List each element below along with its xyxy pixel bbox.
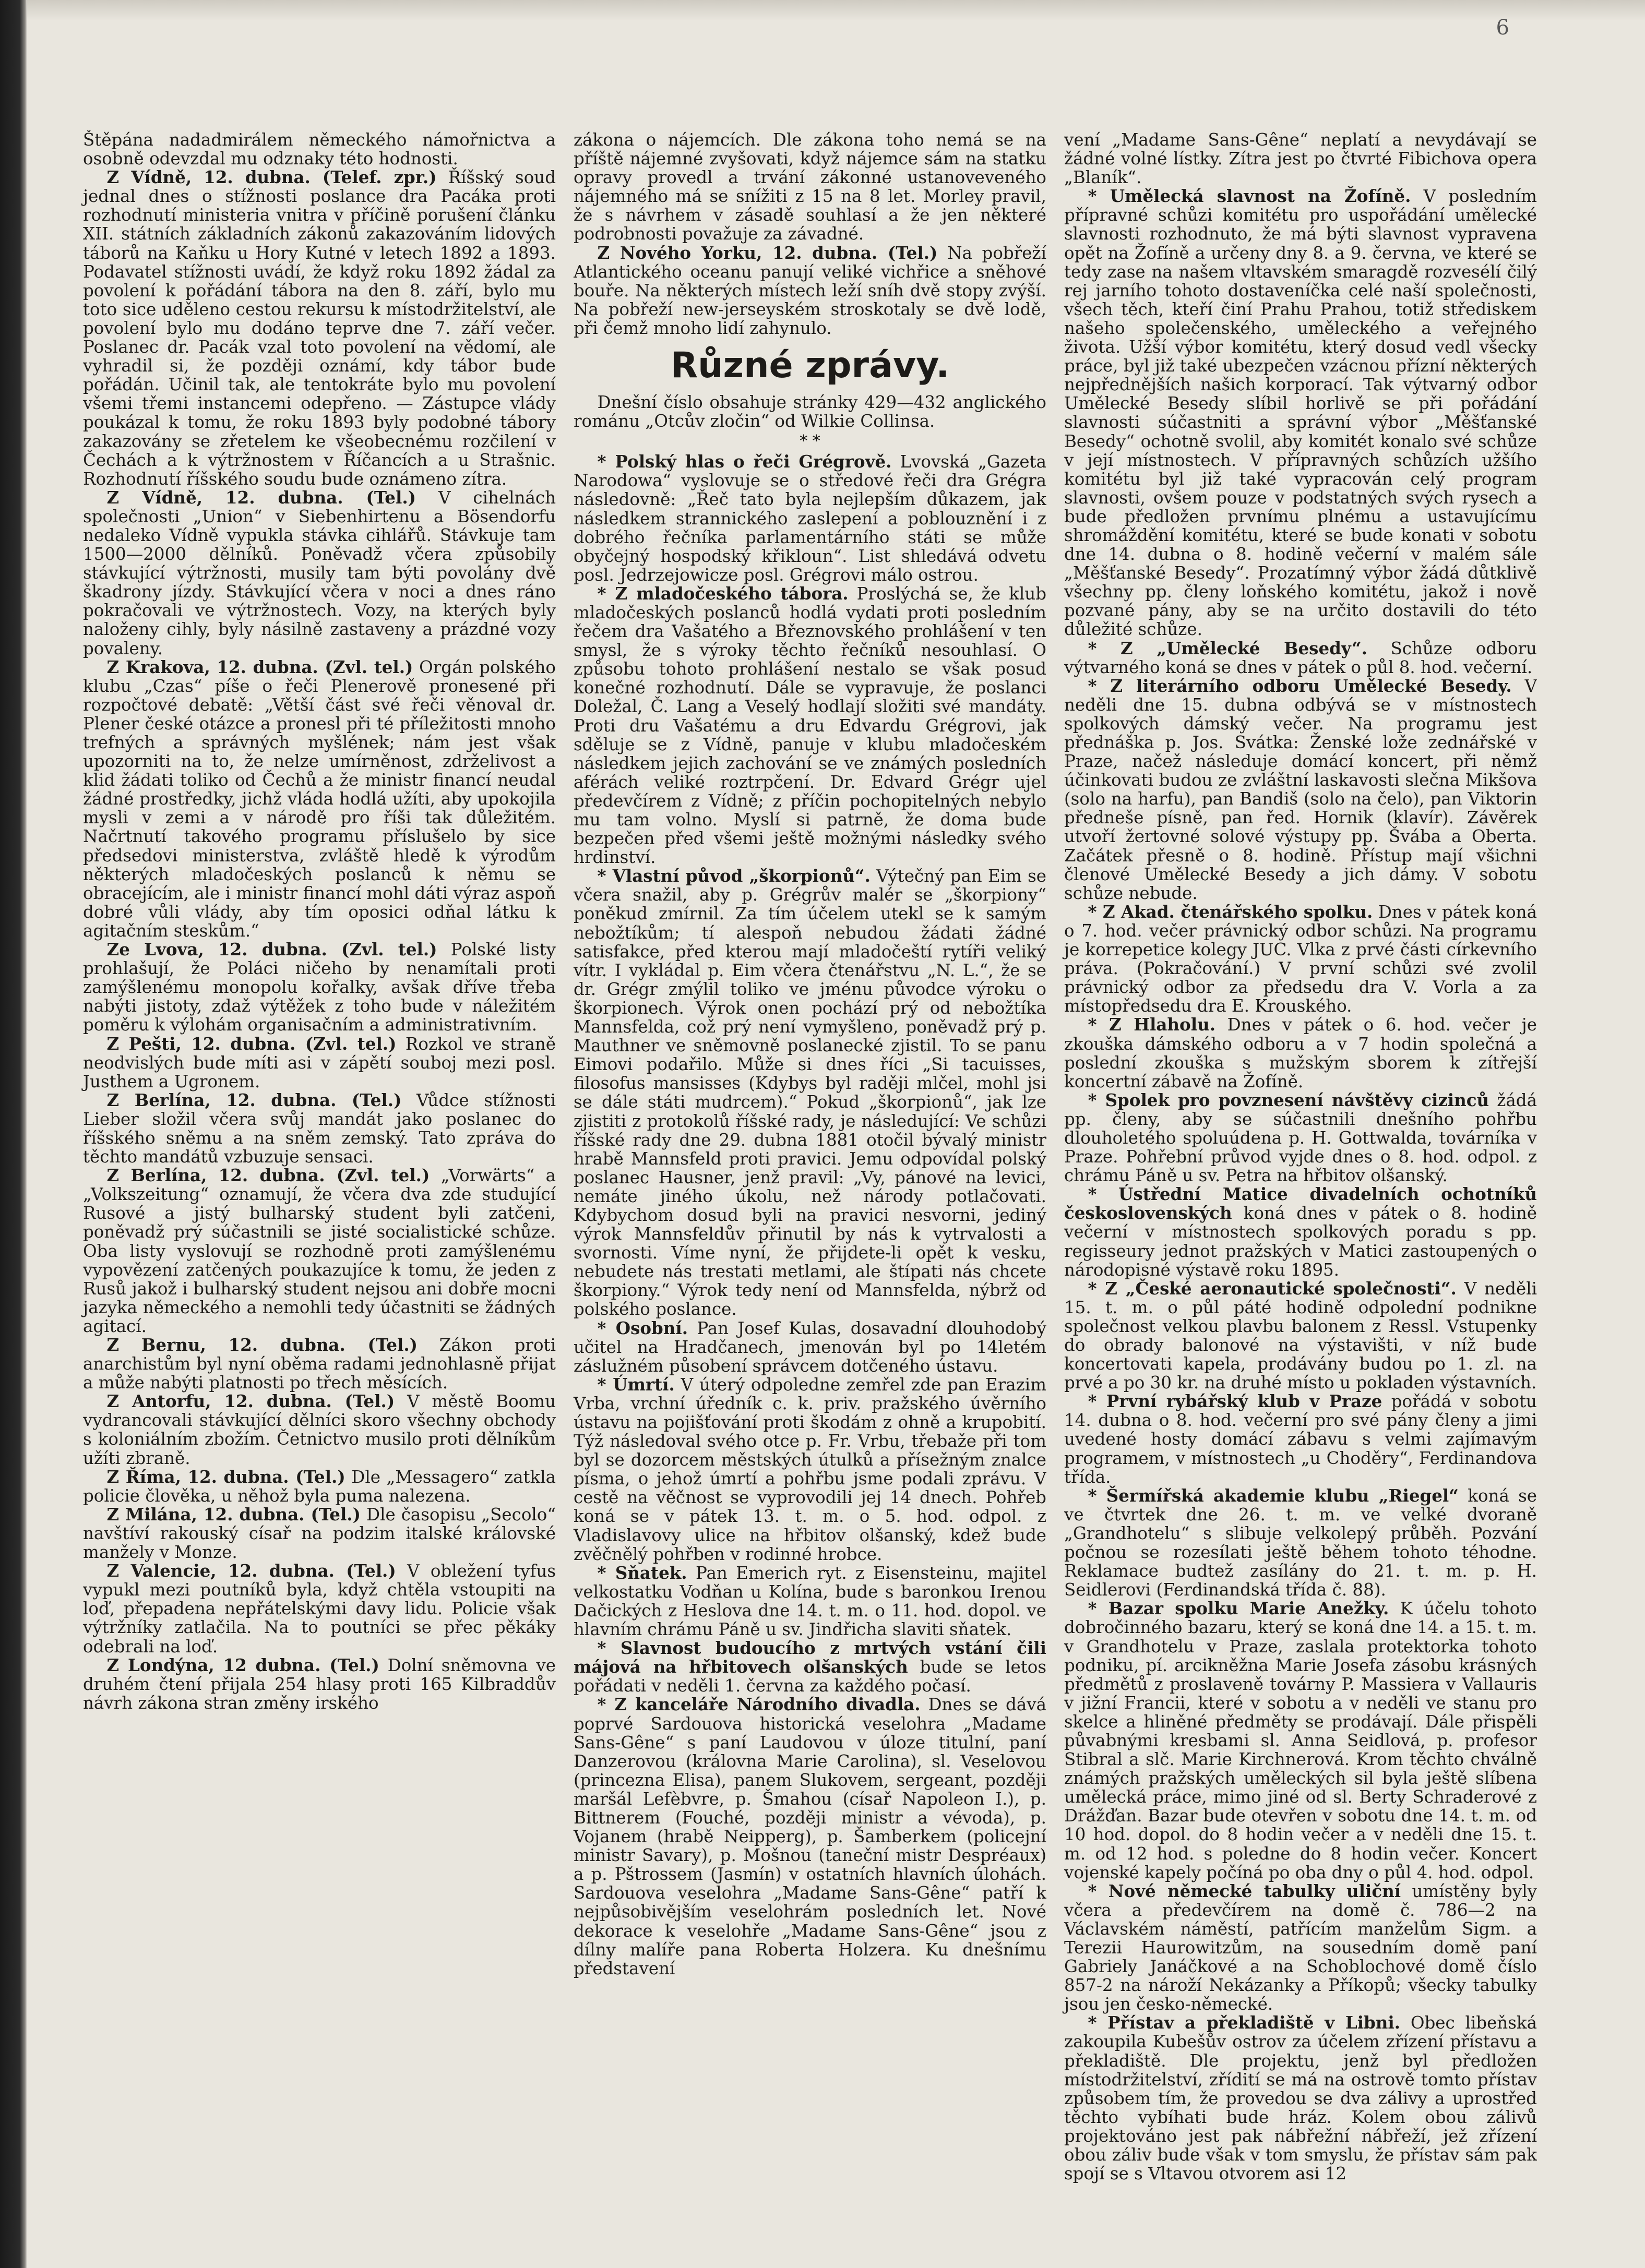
page-top-shade [27,0,1645,21]
news-item [1064,1392,1537,1486]
news-body: Pan Emerich ryt. z Eisensteinu, majitel velkostatku Vodňan u Kolína, bude s baronkou Irenou Dačických z Heslova dne 14. t. m. o 11. hod. dopol. ve hlavním chrámu Páně u sv. Jindřicha slaviti sňatek. [574,1563,1046,1640]
news-dateline: * Šermířská akademie klubu „Riegel“ [1088,1485,1459,1506]
news-body: Dnes v pátek koná o 7. hod. večer právnický odbor schůzi. Na programu je korrepetice kolegy JUC. Vlka z prvé části církevního práva. (Pokračování.) V první schůzi své zvolil právnický odbor za předsedu dra V. Vorla a za místopředsedu dra E. Krouského. [1064,902,1537,1016]
news-dateline: * Z Hlaholu. [1088,1014,1216,1035]
news-body: V neděli dne 15. dubna odbývá se v místnostech spolkových dámský večer. Na programu jest přednáška p. Jos. Svátka: Ženské lože zednářské v Praze, načež následuje domácí koncert, při němž účinkovati budou ze zvláštní laskavosti slečna Mikšova (solo na harfu), pan Bandiš (solo na čelo), pan Viktorin předneše písně, pan řed. Hornik (klavír). Závěrek utvoří žertovné solové výstupy pp. Švába a Oberta. Začátek přesně o 8. hodině. Přístup mají všichni členové Umělecké Besedy a jich dámy. V sobotu schůze nebude. [1064,676,1537,903]
news-body: Dnes se dává poprvé Sardouova historická veselohra „Madame Sans-Gêne“ s paní Laudovou v úloze titulní, paní Danzerovou (královna Marie Carolina), sl. Veselovou (princezna Elisa), panem Slukovem, sergeant, později maršál Lefèbvre, p. Šmahou (císař Napoleon I.), p. Bittnerem (Fouché, později ministr a vévoda), p. Vojanem (hrabě Neipperg), p. Šamberkem (policejní ministr Savary), p. Mošnou (taneční mistr Despréaux) a p. Pštrossem (Jasmín) v ostatních hlavních úlohách. Sardouova veselohra „Madame Sans-Gêne“ patří k nejpůsobivějším veselohrám posledních let. Nové dekorace k veselohře „Madame Sans-Gêne“ jsou z dílny malíře pana Roberta Holzera. Ku dnešnímu představení [574,1695,1046,1978]
news-body: Pan Josef Kulas, dosavadní dlouhodobý učitel na Hradčanech, jmenován byl po 14letém záslužném působení správcem dotčeného ústavu. [574,1318,1046,1376]
news-dateline: Z Berlína, 12. dubna. (Zvl. tel.) [106,1165,430,1186]
separator-stars: * * [800,432,820,451]
news-body: V obležení tyfus vypukl mezi poutníků byla, když chtěla vstoupiti na loď, přepadena nepřátelskými davy lidu. Policie však výtržníky zatlačila. Na to poutníci se přec pěkáky odebrali na loď. [83,1561,556,1657]
column-1 [81,130,556,2223]
news-body: Dolní sněmovna ve druhém čtení přijala 254 hlasy proti 165 Kilbraddův návrh zákona stran změny irského [83,1655,556,1713]
news-item [574,1564,1046,1639]
news-dateline: Z Milána, 12. dubna. (Tel.) [106,1504,361,1525]
news-item [83,1656,556,1712]
news-body: vení „Madame Sans-Gêne“ neplatí a nevydávají se žádné volné lístky. Zítra jest po čtvrté Fibichova opera „Blaník“. [1064,130,1537,188]
news-body: Polské listy prohlašují, že Poláci ničeho by nenamítali proti zamýšlenému monopolu kořalky, avšak dříve třeba nabýti jistoty, zdaž výtěžek z toho bude v náležitém poměru k výlohám organisačním a administrativním. [83,940,556,1035]
news-body: Rozkol ve straně neodvislých bude míti asi v zápětí souboj mezi posl. Justhem a Ugronem. [83,1034,556,1091]
news-item [1064,187,1537,639]
news-item [1064,1279,1537,1393]
news-item [1064,1882,1537,2014]
news-dateline: * Z literárního odboru Umělecké Besedy. [1088,675,1512,696]
news-item [574,130,1046,244]
news-item [574,584,1046,867]
news-item [83,488,556,658]
news-item [1064,639,1537,677]
news-item [83,1562,556,1655]
news-dateline: * Přístav a překladiště v Libni. [1088,2012,1401,2033]
column-content [571,130,1046,1978]
news-item [83,1091,556,1166]
news-dateline: * Slavnost budoucího z mrtvých vstání čili májová na hřbitovech olšanských [574,1638,1046,1677]
news-dateline: * Vlastní původ „škorpionů“. [597,866,871,886]
news-item [574,1319,1046,1375]
news-body: V úterý odpoledne zemřel zde pan Erazim Vrba, vrchní úředník c. k. priv. pražského úvěrního ústavu na pojišťování proti škodám z ohně a krupobití. Týž následoval svého otce p. Fr. Vrbu, třebaže při tom byl se dozorcem městských útulků a přísežným znalce písma, o jehož úmrtí a pohřbu jsme podali zprávu. V cestě na věčnost se vyprovodili jej 14 dnech. Pohřeb koná se v pátek 13. t. m. o 5. hod. odpol. z Vladislavovy ulice na hřbitov olšanský, kdež bude zvěčnělý pohřben v rodinné hrobce. [574,1374,1046,1564]
news-body: K účelu tohoto dobročinného bazaru, který se koná dne 14. a 15. t. m. v Grandhotelu v Praze, zaslala protektorka tohoto podniku, pí. arcikněžna Marie Josefa zásobu krásných předmětů z proslaveně továrny P. Massiera v Vallauris v jižní Francii, které v sobotu a v neděli ve stanu pro skelce a hliněné předměty se prodávají. Dále přispěli půvabnými kresbami sl. Anna Seidlová, p. profesor Stibral a slč. Marie Kirchnerová. Krom těchto chválně známých pražských uměleckých sil byla ještě slíbena umělecká práce, mimo jiné od sl. Berty Schraderové z Drážďan. Bazar bude otevřen v sobotu dne 14. t. m. od 10 hod. dopol. do 8 hodin večer a v neděli dne 15. t. m. od 12 hod. s poledne do 8 hodin večer. Koncert vojenské kapely počíná po oba dny o půl 4. hod. odpol. [1064,1599,1537,1882]
news-dateline: * Ústřední Matice divadelních ochotníků československých [1064,1184,1537,1223]
news-item [83,1392,556,1467]
news-item [83,1336,556,1392]
column-3 [1062,130,1537,2223]
news-dateline: Z Krakova, 12. dubna. (Zvl. tel.) [106,656,413,677]
news-item [574,1695,1046,1977]
news-body: Dle „Messagero“ zatkla policie člověka, u něhož byla puma nalezena. [83,1467,556,1506]
news-item [83,1505,556,1562]
news-body: Zákon proti anarchistům byl nyní oběma radami jednohlasně přijat a může nabýti platnosti po třech měsících. [83,1335,556,1393]
news-dateline: Z Londýna, 12 dubna. (Tel.) [106,1654,379,1675]
news-item [83,1035,556,1091]
news-body: zákona o nájemcích. Dle zákona toho nemá se na příště nájemné zvyšovati, když nájemce sám na statku opravy provedl a trvání zákonné ustanoveveného nájemného má se snížiti z 15 na 8 let. Morley pravil, že s návrhem v zásadě souhlasí a že jen některé podrobnosti považuje za závadné. [574,130,1046,244]
news-item [1064,1091,1537,1185]
news-body: koná dnes v pátek o 8. hodině večerní v místnostech spolkových poradu s pp. regisseury jednot pražských v Matici zastoupených o národopisné výstavě roku 1895. [1064,1203,1537,1280]
news-item [1064,130,1537,187]
news-body: V posledním přípravné schůzi komitétu pro uspořádání umělecké slavnosti rozhodnuto, že má býti slavnost vypravena opět na Žofíně a určeny dny 8. a 9. června, ve které se tedy zase na našem vltavském smaragdě rozvesélí čilý rej jarního tohoto dostaveníčka celé naší společnosti, všech těch, kteří činí Prahu Prahou, totiž střediskem našeho společenského, uměleckého a veřejného života. Užší výbor komitétu, který dosud vedl všecky práce, byl již také ubezpečen vzácnou přízní některých nejpřednějších našich korporací. Tak výtvarný odbor Umělecké Besedy slíbil horlivě se při pořádání slavnosti súčastniti a správní výbor „Měšťanské Besedy“ ochotně svolil, aby komitét konalo své schůze v její místnostech. V přípravných schůzích užšího komitétu byl již také vypracován celý program slavnosti, ovšem pouze v podstatných svých rysech a bude předložen prvnímu plnému a ustavujícímu shromáždění komitétu, které se bude konati v sobotu dne 14. dubna o 8. hodině večerní v malém sále „Měšťanské Besedy“. Prozatímný výbor žádá důtklivě všechny pp. členy loňského komitétu, jakož i nově pozvané pány, aby se na určito dostavili do této důležité schůze. [1064,186,1537,640]
news-body: V neděli 15. t. m. o půl páté hodině odpolední podnikne společnost velkou plavbu balonem z Ressl. Vstupenky do obrady balonové na výstavišti, v níž bude koncertovati kapela, prodávány budou po 1. zl. na prvé a po 30 kr. na druhé místo u pokladen výstavních. [1064,1278,1537,1393]
news-body: Štěpána nadadmirálem německého námořnictva a osobně odevzdal mu odznaky této hodnosti. [83,130,556,169]
news-item [574,867,1046,1318]
news-item [574,452,1046,584]
news-item [83,940,556,1034]
news-item [1064,1015,1537,1090]
news-dateline: Z Říma, 12. dubna. (Tel.) [106,1466,345,1487]
news-body: žádá pp. členy, aby se súčastnili dnešního pohřbu dlouholetého spoluúdena p. H. Gottwalda, továrníka v Praze. Pohřební průvod vyjde dnes o 8. hod. odpol. z chrámu Páně u sv. Petra na hřbitov olšanský. [1064,1090,1537,1186]
news-item [574,393,1046,430]
news-body: Obec libeňská zakoupila Kubešův ostrov za účelem zřízení přístavu a překladiště. Dle projektu, jenž byl předložen místodržitelství, zřídití se má na ostrově tomto přístav způsobem tím, že provedou se dva zálivy a uprostřed těchto vybíhati bude hráz. Kolem obou zálivů projektováno jest pak nábřežní nábřeží, jež zřízení obou záliv bude však v tom smyslu, že přístav sám pak spojí se s Vltavou otvorem asi 12 [1064,2013,1537,2184]
newspaper-columns [81,130,1537,2223]
news-dateline: Z Valencie, 12. dubna. (Tel.) [106,1561,396,1581]
news-body: Říšský soud jednal dnes o stížnosti poslance dra Pacáka proti rozhodnutí ministeria vnitra v příčině porušení článku XII. státních základních zákonů zakazováním lidových táborů na Kaňku u Hory Kutné v letech 1892 a 1893. Podavatel stížnosti uvádí, že když roku 1892 žádal za povolení k pořádání tábora na den 8. září, bylo mu toto sice uděleno cestou rekursu k místodržitelství, ale povolení bylo mu dodáno teprve dne 7. září večer. Poslanec dr. Pacák vzal toto povolení na vědomí, ale vyhradil si, že později oznámí, kdy tábor bude pořádán. Učinil tak, ale tentokráte bylo mu povolení všemi třemi instancemi odepřeno. — Zástupce vlády poukázal k tomu, že roku 1893 byly podobné tábory zakazovány se zřetelem ke všeobecnému rozčilení v Čechách a k výtržnostem v Říčancích a u Strašnic. Rozhodnutí říšského soudu bude oznámeno zítra. [83,167,556,489]
news-dateline: * Z „České aeronautické společnosti“. [1088,1278,1457,1299]
news-dateline: Z Berlína, 12. dubna. (Tel.) [106,1089,402,1110]
news-dateline: * Polský hlas o řeči Grégrově. [597,451,892,472]
news-dateline: * Umělecká slavnost na Žofíně. [1088,186,1411,207]
news-dateline: Z Antorfu, 12. dubna. (Tel.) [106,1391,395,1412]
news-body: Na pobřeží Atlantického oceanu panují veliké vichřice a sněhové bouře. Na některých místech leží sníh dvě stopy zvýší. Na pobřeží new-jerseyském stroskotaly se dvě lodě, při čemž mnoho lidí zahynulo. [574,243,1046,338]
column-2 [571,130,1046,2223]
news-dateline: Z Vídně, 12. dubna. (Telef. zpr.) [106,167,437,188]
news-dateline: * Z mladočeského tábora. [597,583,849,604]
news-body: V cihelnách společnosti „Union“ v Siebenhirtenu a Bösendorfu nedaleko Vídně vypukla stávka cihlářů. Stávkuje tam 1500—2000 dělníků. Poněvadž včera způsobily stávkující výtržnosti, musily tam býti povolány dvě škadrony jízdy. Stávkující včera v noci a dnes ráno pokračovali ve výtržnostech. Vozy, na kterých byly naloženy cihly, byly násilně zastaveny a prázdné vozy povaleny. [83,487,556,658]
news-body: Výtečný pan Eim se včera snažil, aby p. Grégrův malér se „škorpiony“ poněkud zmírnil. Za tím účelem utekl se k samým nebožtíkům; tí alespoň nebudou žádati žádné satisfakce, před kterou mají mladočeští rytíři veliký vítr. I vykládal p. Eim včera čtenářstvu „N. L.“, že se dr. Grégr zmýlil toliko ve jménu původce výroku o škorpionech. Výrok onen pochází prý od nebožtíka Mannsfelda, což prý není vymyšleno, poněvadž prý p. Mauthner ve sněmovně poslanecké zjistil. To se panu Eimovi podařilo. Může si dnes říci „Si tacuisses, filosofus mansisses (Kdybys byl raději mlčel, mohl jsi se dále státi mudrcem).“ Pokud „škorpionů“, jak lze zjistiti z protokolů říšské rady, je následující: Ve schůzi říšské rady dne 29. dubna 1881 otočil bývalý ministr hrabě Mannsfeld proti pravici. Jemu odpovídal polský poslanec Hausner, jenž pravil: „Vy, pánové na levici, nemáte jiného úkolu, než národy potlačovati. Kdybychom dosud byli na pravici nesvorni, jediný výrok Mannsfeldův přinutil by nás k vytrvalosti a svornosti. Víme nyní, že přijdete-li opět k vesku, nebudete nás trestati metlami, ale štípati nás chcete škorpiony.“ Výrok tedy není od Mannsfelda, nýbrž od polského poslance. [574,866,1046,1319]
news-body: koná se ve čtvrtek dne 26. t. m. ve velké dvoraně „Grandhotelu“ s slibuje velkolepý průběh. Pozvání počnou se rozesílati ještě během tohoto téhodne. Reklamace budtež zasílány do 21. t. m. p. H. Seidlerovi (Ferdinandská třída č. 88). [1064,1485,1537,1600]
section-title: Různé zprávy. [670,345,950,387]
news-body: Vůdce stížnosti Lieber složil včera svůj mandát jako poslanec do říšského sněmu a na sněm zemský. Tato zpráva do těchto mandátů vzbuzuje sensaci. [83,1090,556,1167]
news-dateline: * Spolek pro povznesení návštěvy cizinců [1088,1089,1489,1110]
news-dateline: Z Vídně, 12. dubna. (Tel.) [106,487,416,508]
news-dateline: * Nové německé tabulky uliční [1088,1880,1401,1901]
news-dateline: Z Bernu, 12. dubna. (Tel.) [106,1335,418,1355]
column-content [81,130,556,1712]
news-dateline: Z Nového Yorku, 12. dubna. (Tel.) [597,242,938,263]
news-item [1064,1486,1537,1600]
news-body: Dnes v pátek o 6. hod. večer je zkouška dámského odboru a v 7 hodin společná a poslední zkouška s mužským sborem k zítřejší koncertní zábavě na Žofíně. [1064,1015,1537,1091]
news-dateline: * Z Akad. čtenářského spolku. [1088,901,1373,922]
page-number: 6 [1496,16,1509,40]
news-item [574,1375,1046,1564]
news-body: „Vorwärts“ a „Volkszeitung“ oznamují, že včera dva zde studující Rusové a jistý bulharský student byli zatčeni, poněvadž prý súčastnili se jisté socialistické schůze. Oba listy vyslovují se rozhodně proti zamýšlenému vypovězení zatčených poukazujíce k tomu, že jeden z Rusů jakož i bulharský student nejsou ani dobře mocni jazyka německého a nemohli tedy účastniti se žádných agitací. [83,1166,556,1336]
column-content [1062,130,1537,2183]
news-dateline: Z Pešti, 12. dubna. (Zvl. tel.) [106,1033,397,1054]
news-dateline: * Bazar spolku Marie Anežky. [1088,1598,1389,1619]
news-item [1064,677,1537,903]
news-item [574,1639,1046,1695]
news-dateline: * Osobní. [597,1317,688,1338]
news-body: bude se letos pořádati v neděli 1. června za každého počasí. [574,1657,1046,1696]
news-item [83,1166,556,1336]
news-item [83,168,556,488]
news-dateline: * Sňatek. [597,1562,687,1583]
news-dateline: * Z kanceláře Národního divadla. [597,1694,921,1715]
news-item [1064,903,1537,1016]
news-body: V městě Boomu vydrancovali stávkující dělníci skoro všechny obchody s koloniálním zbožím. Četnictvo musilo proti dělníkům užíti zbraně. [83,1391,556,1468]
news-item [83,1468,556,1505]
news-item [83,658,556,940]
news-body: Lvovská „Gazeta Narodowa“ vyslovuje se o středové řeči dra Grégra následovně: „Řeč tato byla nejlepším důkazem, jak následkem strannického zaslepení a poblouznění i z dobrého řečníka parlamentárního státi se může obyčejný hospodský křikloun“. List shledává odvetu posl. Jedrzejowicze posl. Grégrovi málo ostrou. [574,452,1046,585]
news-item [1064,2013,1537,2183]
news-item [1064,1599,1537,1881]
news-body: Dle časopisu „Secolo“ navštíví rakouský císař na podzim italské královské manžely v Monze. [83,1504,556,1563]
news-body: umístěny byly včera a předevčírem na domě č. 786—2 na Václavském náměstí, patřícím manželům Sigm. a Terezii Haurowitzům, na sousedním domě paní Gabriely Janáčkové a na Schoblochové domě číslo 857-2 na nároží Nekázanky a Příkopů; všecky tabulky jsou jen česko-německé. [1064,1881,1537,2014]
news-body: pořádá v sobotu 14. dubna o 8. hod. večerní pro své pány členy a jimi uvedené hosty domácí zábavu s velmi zajímavým programem, v místnostech „u Choděry“, Ferdinandova třída. [1064,1391,1537,1487]
news-dateline: * První rybářský klub v Praze [1088,1391,1382,1412]
news-item [1064,1185,1537,1279]
news-dateline: Ze Lvova, 12. dubna. (Zvl. tel.) [106,939,437,960]
news-body: Proslýchá se, že klub mladočeských poslanců hodlá vydati proti posledním řečem dra Vašatého a Březnovského prohlášení v ten smysl, že s výroky těchto řečníků nesouhlasí. O způsobu tohoto prohlášení nestalo se však posud konečné rozhodnutí. Dále se vypravuje, že poslanci Doležal, Č. Lang a Veselý hodlají složiti své mandáty. Proti dru Vašatému a dru Edvardu Grégrovi, jak sděluje se z Vídně, panuje v klubu mladočeském následkem jejich zachování se ve známých posledních aférách veliké roztrpčení. Dr. Edvard Grégr ujel předevčírem z Vídně; z příčin pochopitelných nebylo mu tam volno. Myslí si patrně, že doma bude bezpečen před všemi ještě možnými následky svého hrdinství. [574,583,1046,868]
news-item [83,130,556,168]
news-body: Schůze odboru výtvarného koná se dnes v pátek o půl 8. hod. večerní. [1064,638,1537,677]
news-dateline: * Z „Umělecké Besedy“. [1088,638,1367,658]
binding-edge [0,0,27,2268]
news-item [574,244,1046,338]
news-body: Dnešní číslo obsahuje stránky 429—432 anglického románu „Otcův zločin“ od Wilkie Collinsa. [574,392,1046,431]
news-dateline: * Úmrtí. [597,1374,675,1395]
news-body: Orgán polského klubu „Czas“ píše o řeči Plenerově pronesené při rozpočtové debatě: „Větší část své řeči věnoval dr. Plener české otázce a pronesl při té příležitosti mnoho trefných a správných myšlének; nám jest však upozorniti na to, že nelze umírněnost, zdrželivost a klid žádati toliko od Čechů a že ministr financí neudal žádné prostředky, jichž vláda hodlá užíti, aby upokojila mysli v zemi a v národě pro říši tak důležitém. Načrtnutí takového programu příslušelo by sice předsedovi ministerstva, zvláště hledě k výrodům některých mladočeských poslanců k němu se obracejícím, ale i ministr financí mohl dáti výraz aspoň dobré vůli vlády, aby tím oposici odňal látku k agitačním steskům.“ [83,657,556,941]
